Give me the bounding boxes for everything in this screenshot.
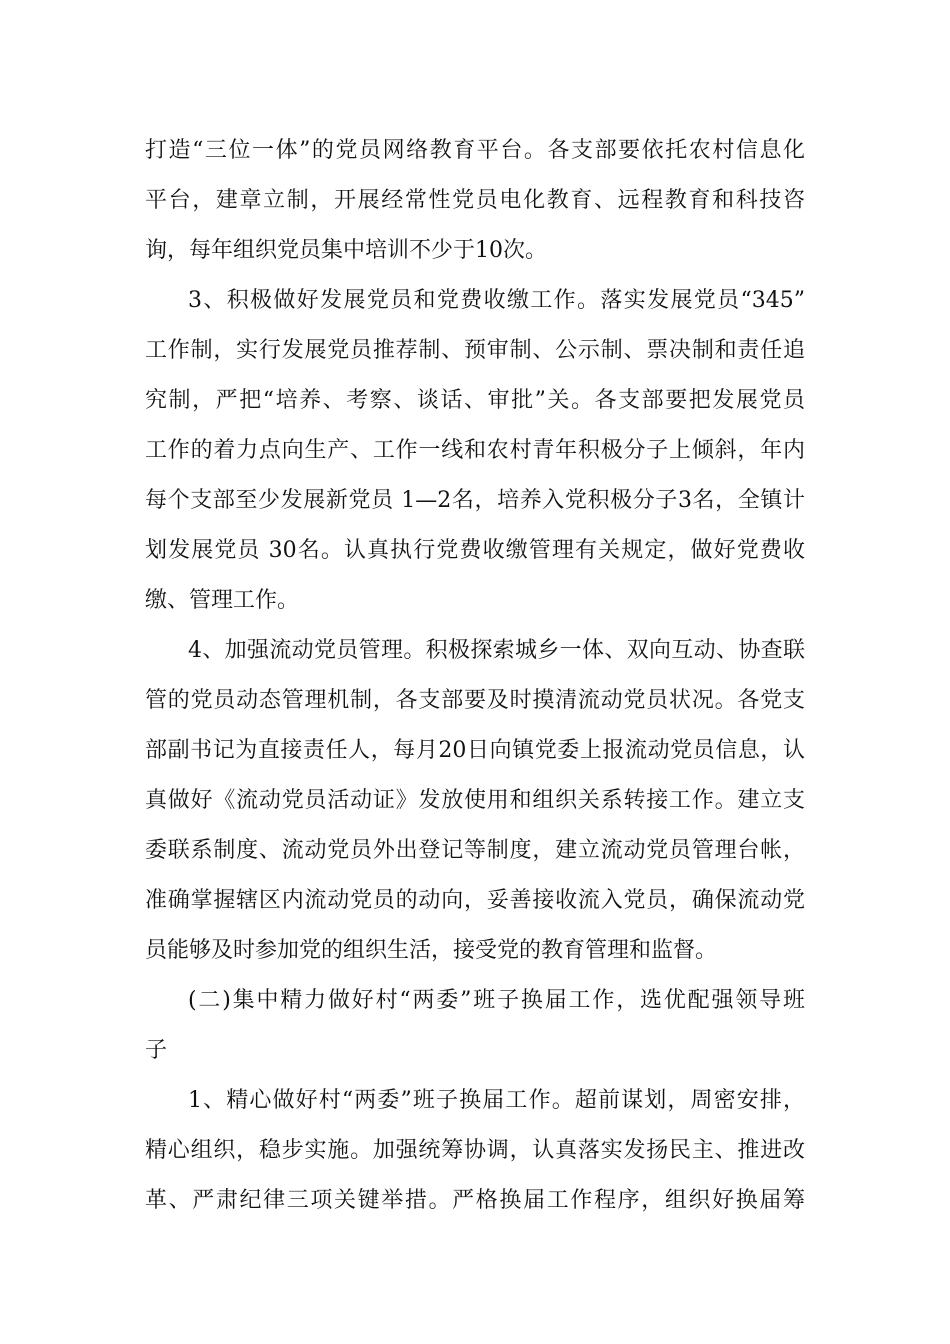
text-line: 打造“三位一体”的党员网络教育平台。各支部要依托农村信息化 <box>145 138 805 163</box>
section-heading: (二)集中精力做好村“两委”班子换届工作，选优配强领导班 <box>188 988 805 1013</box>
text-line: 准确掌握辖区内流动党员的动向，妥善接收流入党员，确保流动党 <box>145 888 805 913</box>
text-line: 工作的着力点向生产、工作一线和农村青年积极分子上倾斜，年内 <box>145 438 805 463</box>
text-line: 缴、管理工作。 <box>145 588 300 613</box>
text-line: 4、加强流动党员管理。积极探索城乡一体、双向互动、协查联 <box>188 638 805 663</box>
text-line: 管的党员动态管理机制，各支部要及时摸清流动党员状况。各党支 <box>145 688 805 713</box>
text-line: 革、严肃纪律三项关键举措。严格换届工作程序，组织好换届筹 <box>145 1188 805 1213</box>
text-line: 精心组织，稳步实施。加强统筹协调，认真落实发扬民主、推进改 <box>145 1138 805 1163</box>
text-line: 平台，建章立制，开展经常性党员电化教育、远程教育和科技咨 <box>145 188 805 213</box>
text-line: 工作制，实行发展党员推荐制、预审制、公示制、票决制和责任追 <box>145 338 805 363</box>
text-line: 3、积极做好发展党员和党费收缴工作。落实发展党员“345” <box>188 288 805 313</box>
text-line: 员能够及时参加党的组织生活，接受党的教育管理和监督。 <box>145 938 718 963</box>
text-line: 究制，严把“培养、考察、谈话、审批”关。各支部要把发展党员 <box>145 388 805 413</box>
text-line: 委联系制度、流动党员外出登记等制度，建立流动党员管理台帐， <box>145 838 805 863</box>
section-heading: 子 <box>145 1038 168 1063</box>
text-line: 1、精心做好村“两委”班子换届工作。超前谋划，周密安排， <box>188 1088 805 1113</box>
text-line: 部副书记为直接责任人，每月20日向镇党委上报流动党员信息，认 <box>145 738 805 763</box>
text-line: 真做好《流动党员活动证》发放使用和组织关系转接工作。建立支 <box>145 788 805 813</box>
text-line: 询，每年组织党员集中培训不少于10次。 <box>145 238 547 263</box>
text-line: 划发展党员 30名。认真执行党费收缴管理有关规定，做好党费收 <box>145 538 805 563</box>
text-line: 每个支部至少发展新党员 1—2名，培养入党积极分子3名，全镇计 <box>145 488 805 513</box>
